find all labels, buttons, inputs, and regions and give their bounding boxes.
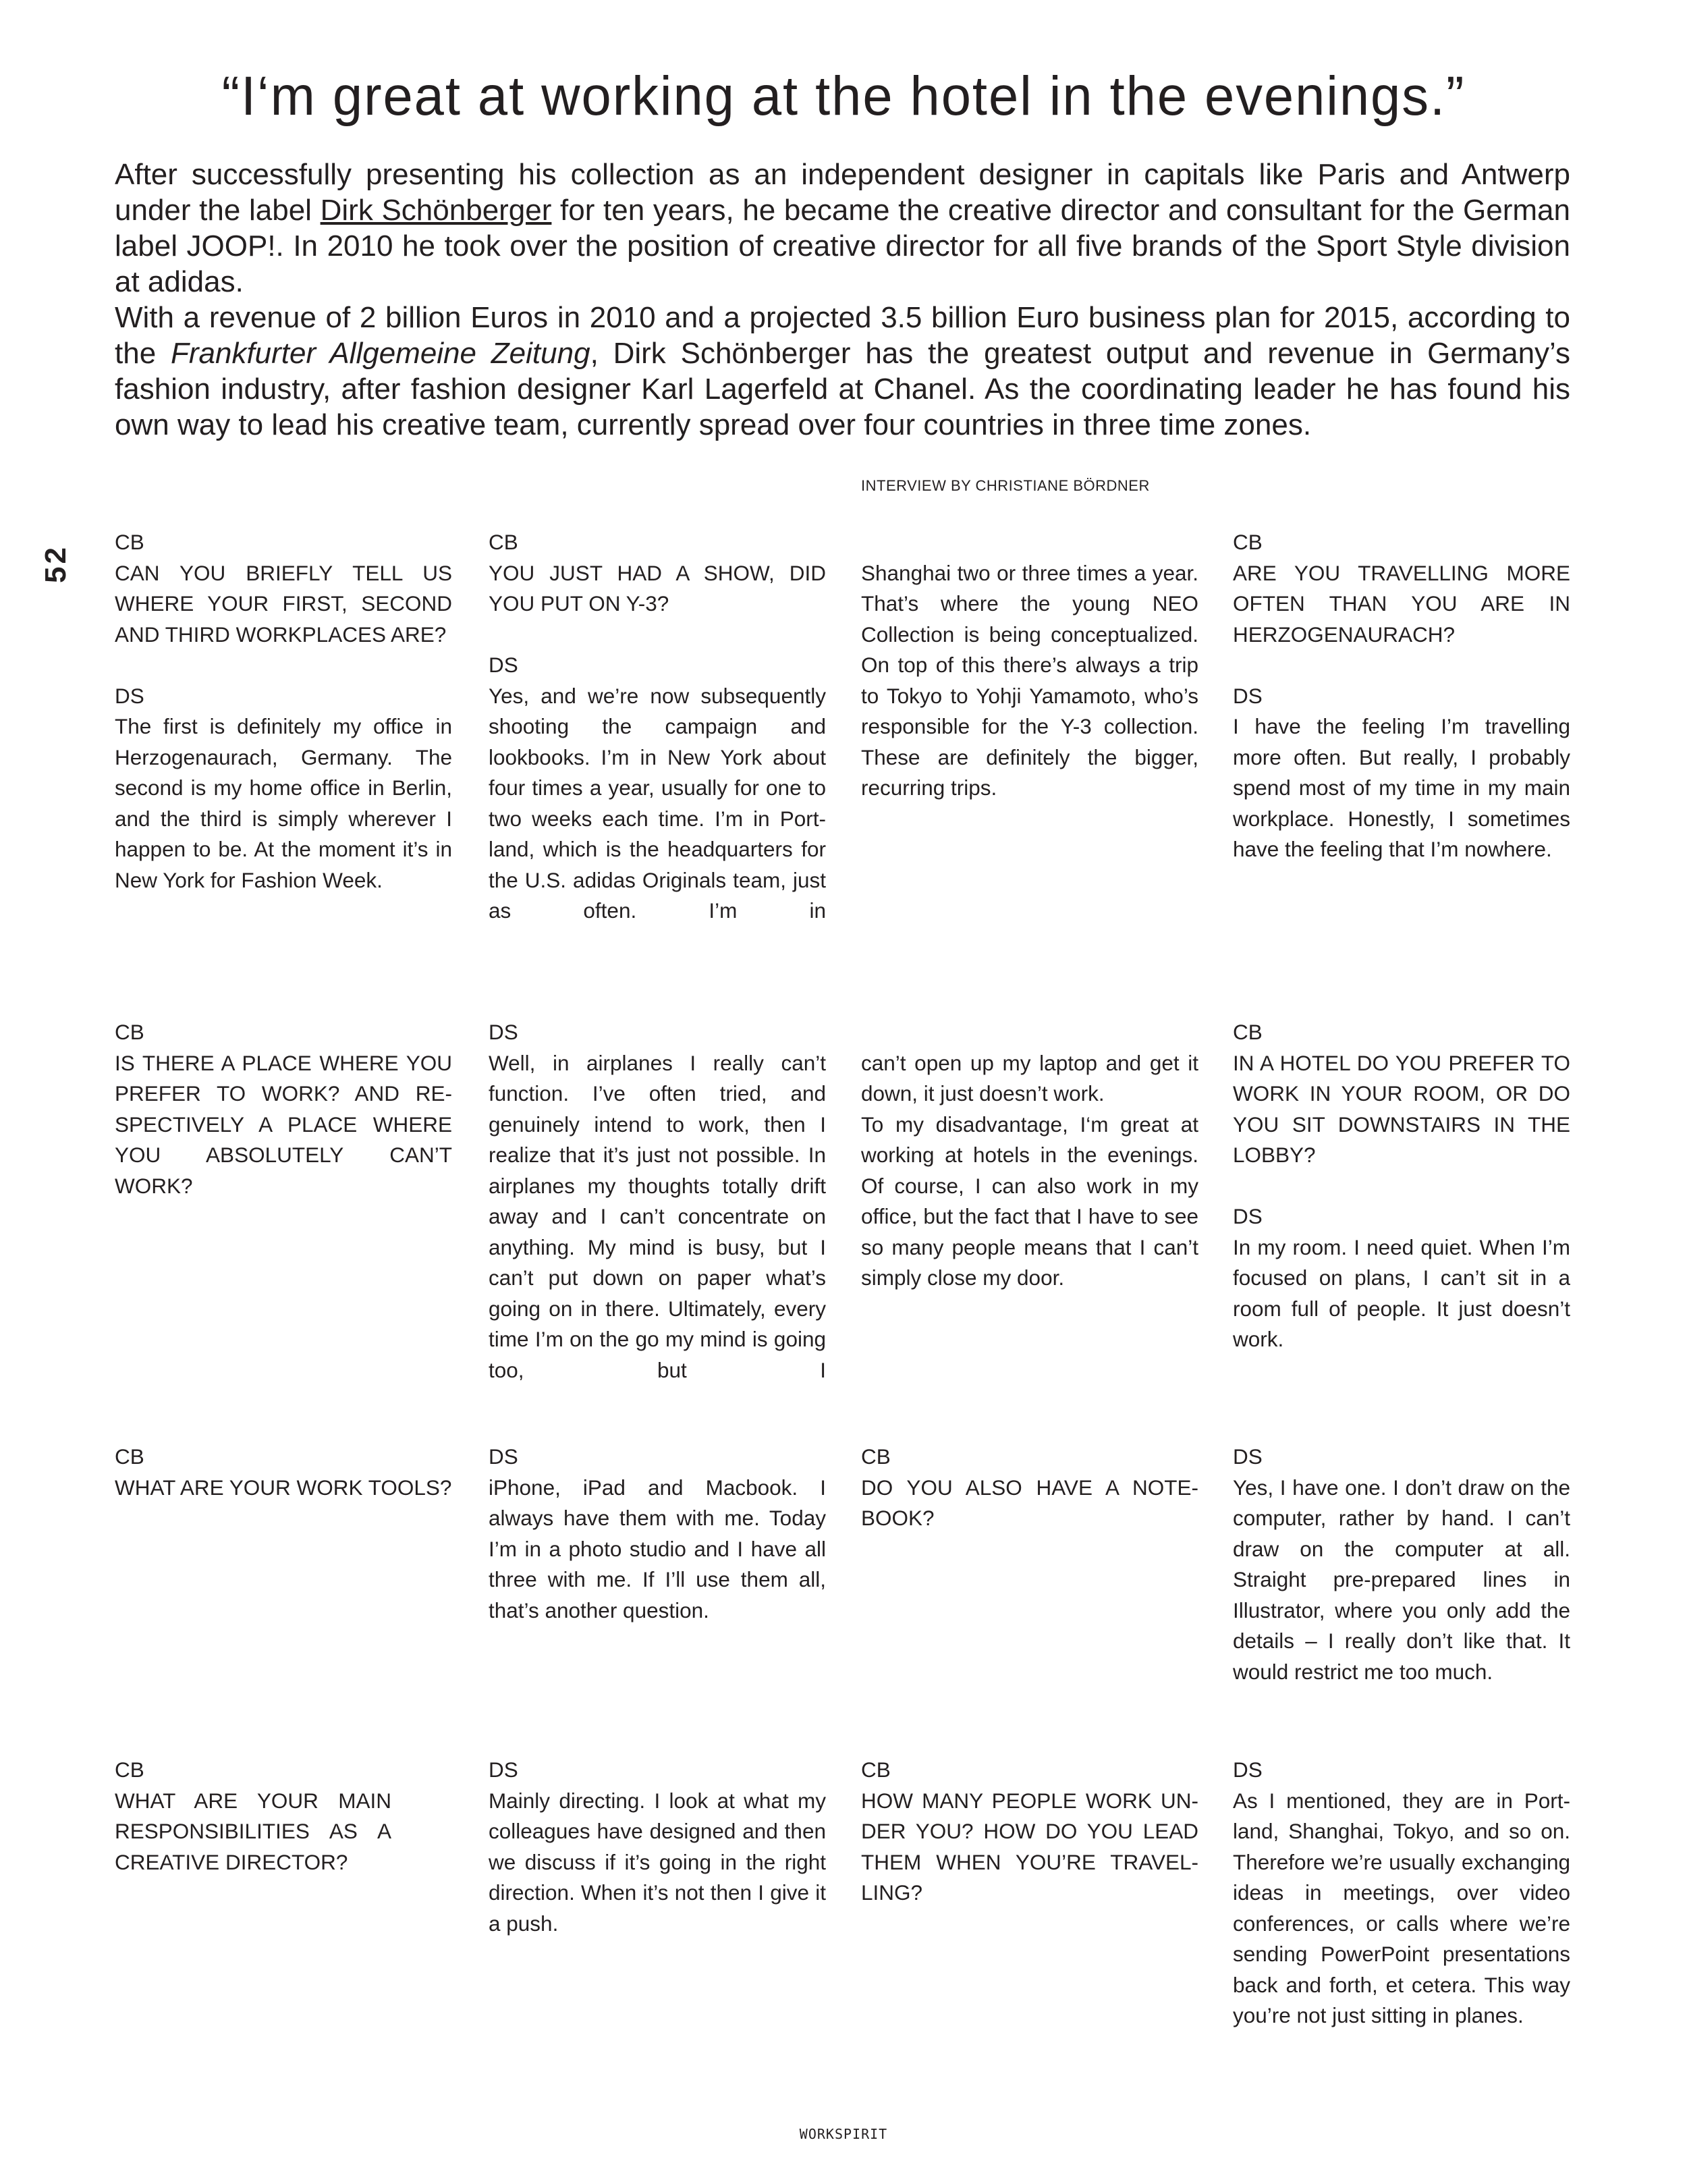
answer-text: Yes, and we’re now subsequently shooting the campaign and lookbooks. I’m in New York about four times a year, usually for one to two weeks each time. I’m in Portland, which is the headquarters for the U.S. adidas Originals team, just as often. I’m in [489, 683, 826, 923]
answer-text: In my room. I need quiet. When I’m focused on plans, I can’t sit in a room full of people. It just doesn’t work. [1233, 1234, 1570, 1351]
question-text: YOU JUST HAD A SHOW, DID YOU PUT ON Y-3? [489, 560, 826, 616]
qa-column [861, 1017, 1198, 1294]
qa-column [489, 527, 826, 927]
designer-label-link[interactable]: Dirk Schönberger [320, 194, 552, 227]
qa-column [861, 1442, 1198, 1534]
answer-text: As I mentioned, they are in Portland, Shanghai, Tokyo, and so on. Therefore we’re usually exchanging ideas in meetings, over video conferences, or calls where we’re sending PowerPoint presentations back and forth, et cetera. This way you’re not just sitting in planes. [1233, 1788, 1570, 2027]
speaker-label: DS [1233, 1757, 1263, 1782]
answer-text: I have the feeling I’m travelling more often. But really, I probably spend most of my time in my main workplace. Honestly, I sometimes have the feeling that I’m nowhere. [1233, 714, 1570, 861]
qa-column [1233, 1755, 1570, 2031]
qa-column [1233, 1442, 1570, 1687]
question-text: IN A HOTEL DO YOU PREFER TO WORK IN YOUR ROOM, OR DO YOU SIT DOWNSTAIRS IN THE LOBBY? [1233, 1050, 1570, 1167]
speaker-label: CB [115, 1757, 144, 1782]
qa-column [115, 527, 452, 896]
speaker-label: CB [861, 1444, 891, 1469]
speaker-label: CB [115, 530, 144, 554]
page-number: 52 [39, 545, 72, 583]
intro-paragraph-1 [115, 157, 1570, 300]
intro-text [115, 157, 1570, 443]
question-text: HOW MANY PEOPLE WORK UNDER YOU? HOW DO YOU LEAD THEM WHEN YOU’RE TRAVELLING? [861, 1788, 1198, 1905]
qa-column [1233, 1017, 1570, 1355]
speaker-label: DS [489, 653, 518, 677]
qa-column [115, 1755, 391, 1878]
speaker-label: DS [1233, 1204, 1263, 1228]
answer-text: Mainly directing. I look at what my colleagues have designed and then we discuss if it’s going in the right direction. When it’s not then I give it a push. [489, 1788, 826, 1936]
qa-column [115, 1017, 452, 1201]
speaker-label: DS [489, 1444, 518, 1469]
speaker-label: DS [1233, 1444, 1263, 1469]
speaker-label: DS [1233, 683, 1263, 708]
answer-text: Shanghai two or three times a year. That’s where the young NEO Collection is being conceptualized. On top of this there’s always a trip to Tokyo to Yohji Yamamoto, who’s responsible for the Y-3 collection. These are definitely the bigger, recurring trips. [861, 560, 1198, 800]
answer-text: iPhone, iPad and Macbook. I always have them with me. Today I’m in a photo studio and I have all three with me. If I’ll use them all, that’s another question. [489, 1475, 826, 1622]
intro-text-span: , Dirk Schönberger has the greatest output and revenue in Germany’s fashion industry, after fashion designer Karl Lagerfeld at Chanel. As the coordinating leader he has found his own way to lead his creative team, currently spread over four countries in three time zones. [115, 337, 1571, 441]
question-text: ARE YOU TRAVELLING MORE OFTEN THAN YOU ARE IN HERZOGENAURACH? [1233, 560, 1570, 647]
intro-paragraph-2 [115, 300, 1570, 443]
question-text: DO YOU ALSO HAVE A NOTEBOOK? [861, 1475, 1198, 1530]
answer-text: Yes, I have one. I don’t draw on the computer, rather by hand. I can’t draw on the computer at all. Straight pre-prepared lines in Illustrator, where you only add the details – I really don’t like that. It would restrict me too much. [1233, 1475, 1570, 1684]
speaker-label: CB [115, 1020, 144, 1044]
speaker-label: CB [1233, 1020, 1263, 1044]
question-text: WHAT ARE YOUR WORK TOOLS? [115, 1475, 452, 1500]
answer-text: can’t open up my laptop and get it down, it just doesn’t work. [861, 1050, 1198, 1105]
question-text: CAN YOU BRIEFLY TELL US WHERE YOUR FIRST, SECOND AND THIRD WORKPLACES ARE? [115, 560, 452, 647]
qa-column [115, 1442, 452, 1503]
qa-column [489, 1755, 826, 1939]
answer-text: The first is definitely my office in Herzogenaurach, Germany. The second is my home office in Berlin, and the third is simply wherever I happen to be. At the moment it’s in New York for Fashion Week. [115, 714, 452, 892]
magazine-footer: WORKSPIRIT [799, 2126, 888, 2142]
speaker-label: CB [115, 1444, 144, 1469]
intro-text-span: for ten years, he became the creative director and consultant for the German label JOOP!. In 2010 he took over the position of creative director for all five brands of the Sport Style division at adidas. [115, 194, 1570, 298]
answer-text: Well, in airplanes I really can’t function. I’ve often tried, and genuinely intend to work, then I realize that it’s just not possible. In airplanes my thoughts totally drift away and I can’t concentrate on anything. My mind is busy, but I can’t put down on paper what’s going on in there. Ultimately, every time I’m on the go my mind is going too, but I [489, 1050, 826, 1382]
qa-column [489, 1017, 826, 1386]
speaker-label: CB [489, 530, 518, 554]
speaker-label: CB [1233, 530, 1263, 554]
byline: INTERVIEW BY CHRISTIANE BÖRDNER [861, 477, 1150, 494]
intro-text-span: With a revenue of 2 billion Euros in 2010 and a projected 3.5 billion Euro business plan for 2015, according to the [115, 301, 1570, 370]
intro-text-span: After successfully presenting his collection as an independent designer in capitals like Paris and Antwerp under the label [115, 158, 1570, 227]
newspaper-title: Frankfurter Allgemeine Zeitung [170, 337, 590, 370]
headline-quote: “I‘m great at working at the hotel in the evenings.” [221, 65, 1466, 127]
qa-column [1233, 527, 1570, 865]
qa-column [861, 1755, 1198, 1909]
question-text: WHAT ARE YOUR MAIN RESPONSIBILITIES AS A CREATIVE DIRECTOR? [115, 1788, 391, 1874]
speaker-label: DS [489, 1020, 518, 1044]
qa-column [489, 1442, 826, 1626]
qa-column [861, 527, 1198, 804]
speaker-label: CB [861, 1757, 891, 1782]
answer-text: To my disadvantage, I‘m great at working at hotels in the evenings. Of course, I can also work in my office, but the fact that I have to see so many people means that I can’t simply close my door. [861, 1112, 1198, 1290]
question-text: IS THERE A PLACE WHERE YOU PREFER TO WORK? AND RESPECTIVELY A PLACE WHERE YOU ABSOLUTELY CAN’T WORK? [115, 1050, 452, 1198]
speaker-label: DS [115, 683, 144, 708]
speaker-label: DS [489, 1757, 518, 1782]
